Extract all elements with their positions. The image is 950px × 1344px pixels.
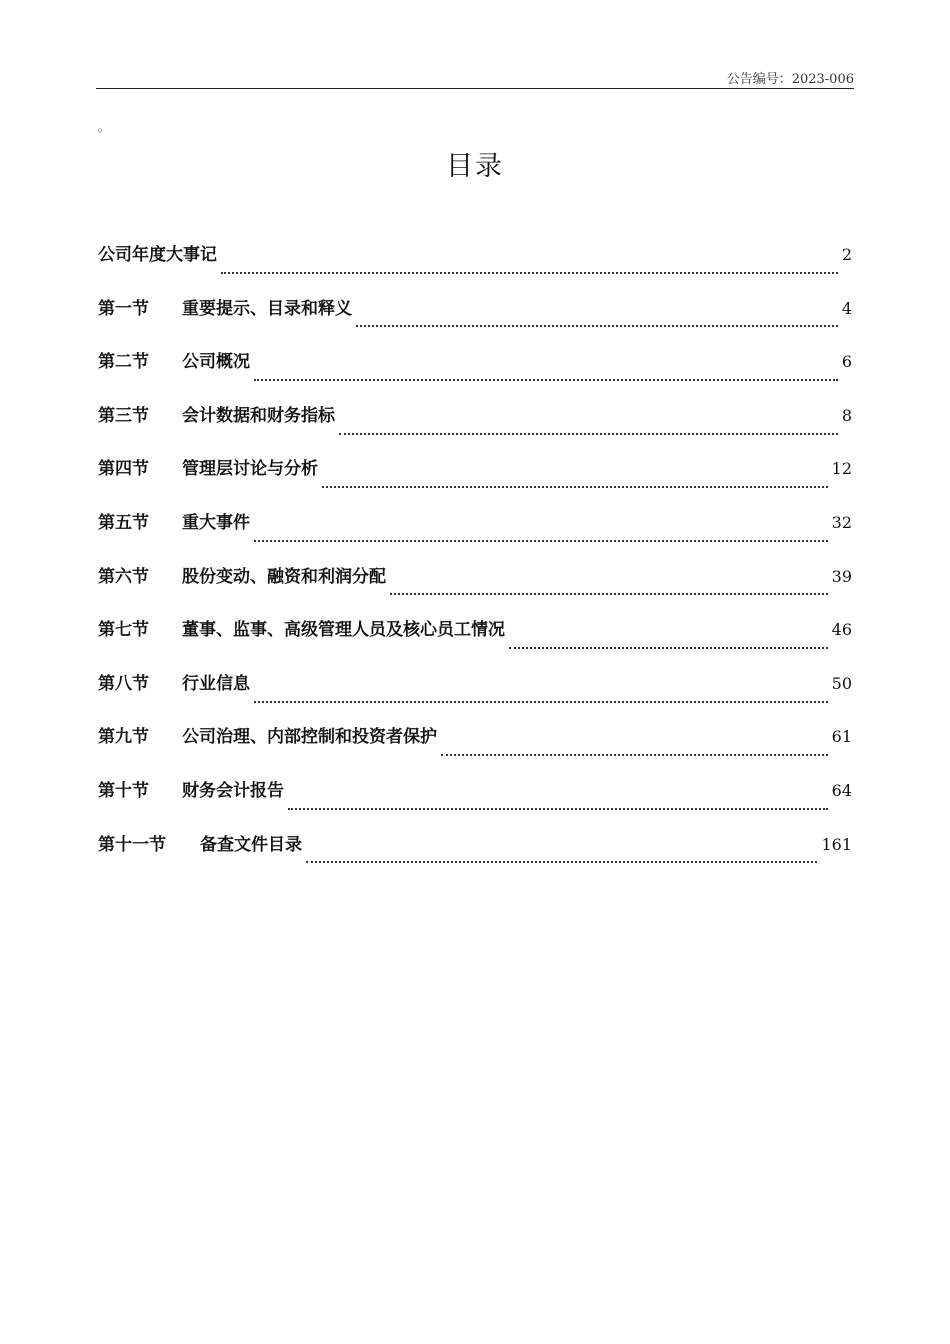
toc-section-number: 第五节 — [98, 512, 149, 533]
toc-section-number: 第十一节 — [98, 834, 166, 855]
toc-entry[interactable] — [98, 508, 852, 562]
toc-section-number: 第八节 — [98, 673, 149, 694]
toc-leader-dots — [254, 540, 828, 542]
toc-entry-title: 股份变动、融资和利润分配 — [182, 566, 386, 587]
toc-leader-dots — [288, 808, 828, 810]
toc-entry-title: 会计数据和财务指标 — [182, 405, 335, 426]
toc-page-number: 32 — [831, 512, 852, 532]
stray-punctuation: 。 — [98, 120, 111, 134]
toc-entry[interactable] — [98, 240, 852, 294]
toc-page-number: 2 — [841, 245, 852, 264]
toc-leader-dots — [254, 701, 828, 703]
toc-entry-title: 管理层讨论与分析 — [182, 459, 318, 480]
toc-entry[interactable] — [98, 294, 852, 348]
toc-entry[interactable] — [98, 562, 852, 616]
toc-leader-dots — [441, 754, 828, 756]
toc-section-number: 第二节 — [98, 352, 149, 373]
page-header — [96, 66, 854, 89]
toc-entry[interactable] — [98, 722, 852, 776]
toc-entry-title: 董事、监事、高级管理人员及核心员工情况 — [182, 620, 505, 641]
toc-leader-dots — [390, 593, 828, 595]
toc-page-number: 46 — [831, 620, 852, 640]
toc-title: 目录 — [446, 151, 504, 182]
toc-leader-dots — [322, 486, 828, 488]
toc-entry-title: 备查文件目录 — [200, 834, 302, 855]
toc-entry[interactable] — [98, 347, 852, 401]
announcement-number: 公告编号：2023-006 — [726, 72, 854, 87]
toc-entry-title: 公司年度大事记 — [98, 245, 217, 265]
toc-leader-dots — [356, 325, 838, 327]
toc-leader-dots — [254, 379, 838, 381]
toc-page-number: 12 — [831, 459, 852, 479]
toc-leader-dots — [306, 861, 817, 863]
toc-entry[interactable] — [98, 830, 852, 884]
toc-entry-title: 重要提示、目录和释义 — [182, 298, 352, 319]
toc-page-number: 61 — [831, 727, 852, 747]
toc-section-number: 第四节 — [98, 459, 149, 480]
toc-entry[interactable] — [98, 776, 852, 830]
toc-entry[interactable] — [98, 454, 852, 508]
toc-entry-title: 重大事件 — [182, 512, 250, 533]
toc-section-number: 第一节 — [98, 298, 149, 319]
toc-page-number: 64 — [831, 780, 852, 800]
toc-section-number: 第六节 — [98, 566, 149, 587]
toc-entry-title: 公司治理、内部控制和投资者保护 — [182, 727, 437, 748]
toc-section-number: 第九节 — [98, 727, 149, 748]
toc-leader-dots — [339, 433, 838, 435]
toc-entry[interactable] — [98, 669, 852, 723]
toc-leader-dots — [509, 647, 828, 649]
toc-leader-dots — [221, 272, 838, 274]
toc-page-number: 4 — [841, 298, 852, 318]
toc-page-number: 8 — [841, 405, 852, 425]
toc-entry-title: 财务会计报告 — [182, 780, 284, 801]
toc-page-number: 39 — [831, 566, 852, 586]
toc-section-number: 第七节 — [98, 620, 149, 641]
toc-page-number: 161 — [821, 834, 852, 854]
toc-page-number: 50 — [831, 673, 852, 693]
toc-section-number: 第十节 — [98, 780, 149, 801]
toc-page-number: 6 — [841, 352, 852, 372]
table-of-contents — [98, 240, 852, 883]
toc-entry[interactable] — [98, 615, 852, 669]
toc-entry-title: 公司概况 — [182, 352, 250, 373]
toc-entry[interactable] — [98, 401, 852, 455]
toc-entry-title: 行业信息 — [182, 673, 250, 694]
toc-section-number: 第三节 — [98, 405, 149, 426]
